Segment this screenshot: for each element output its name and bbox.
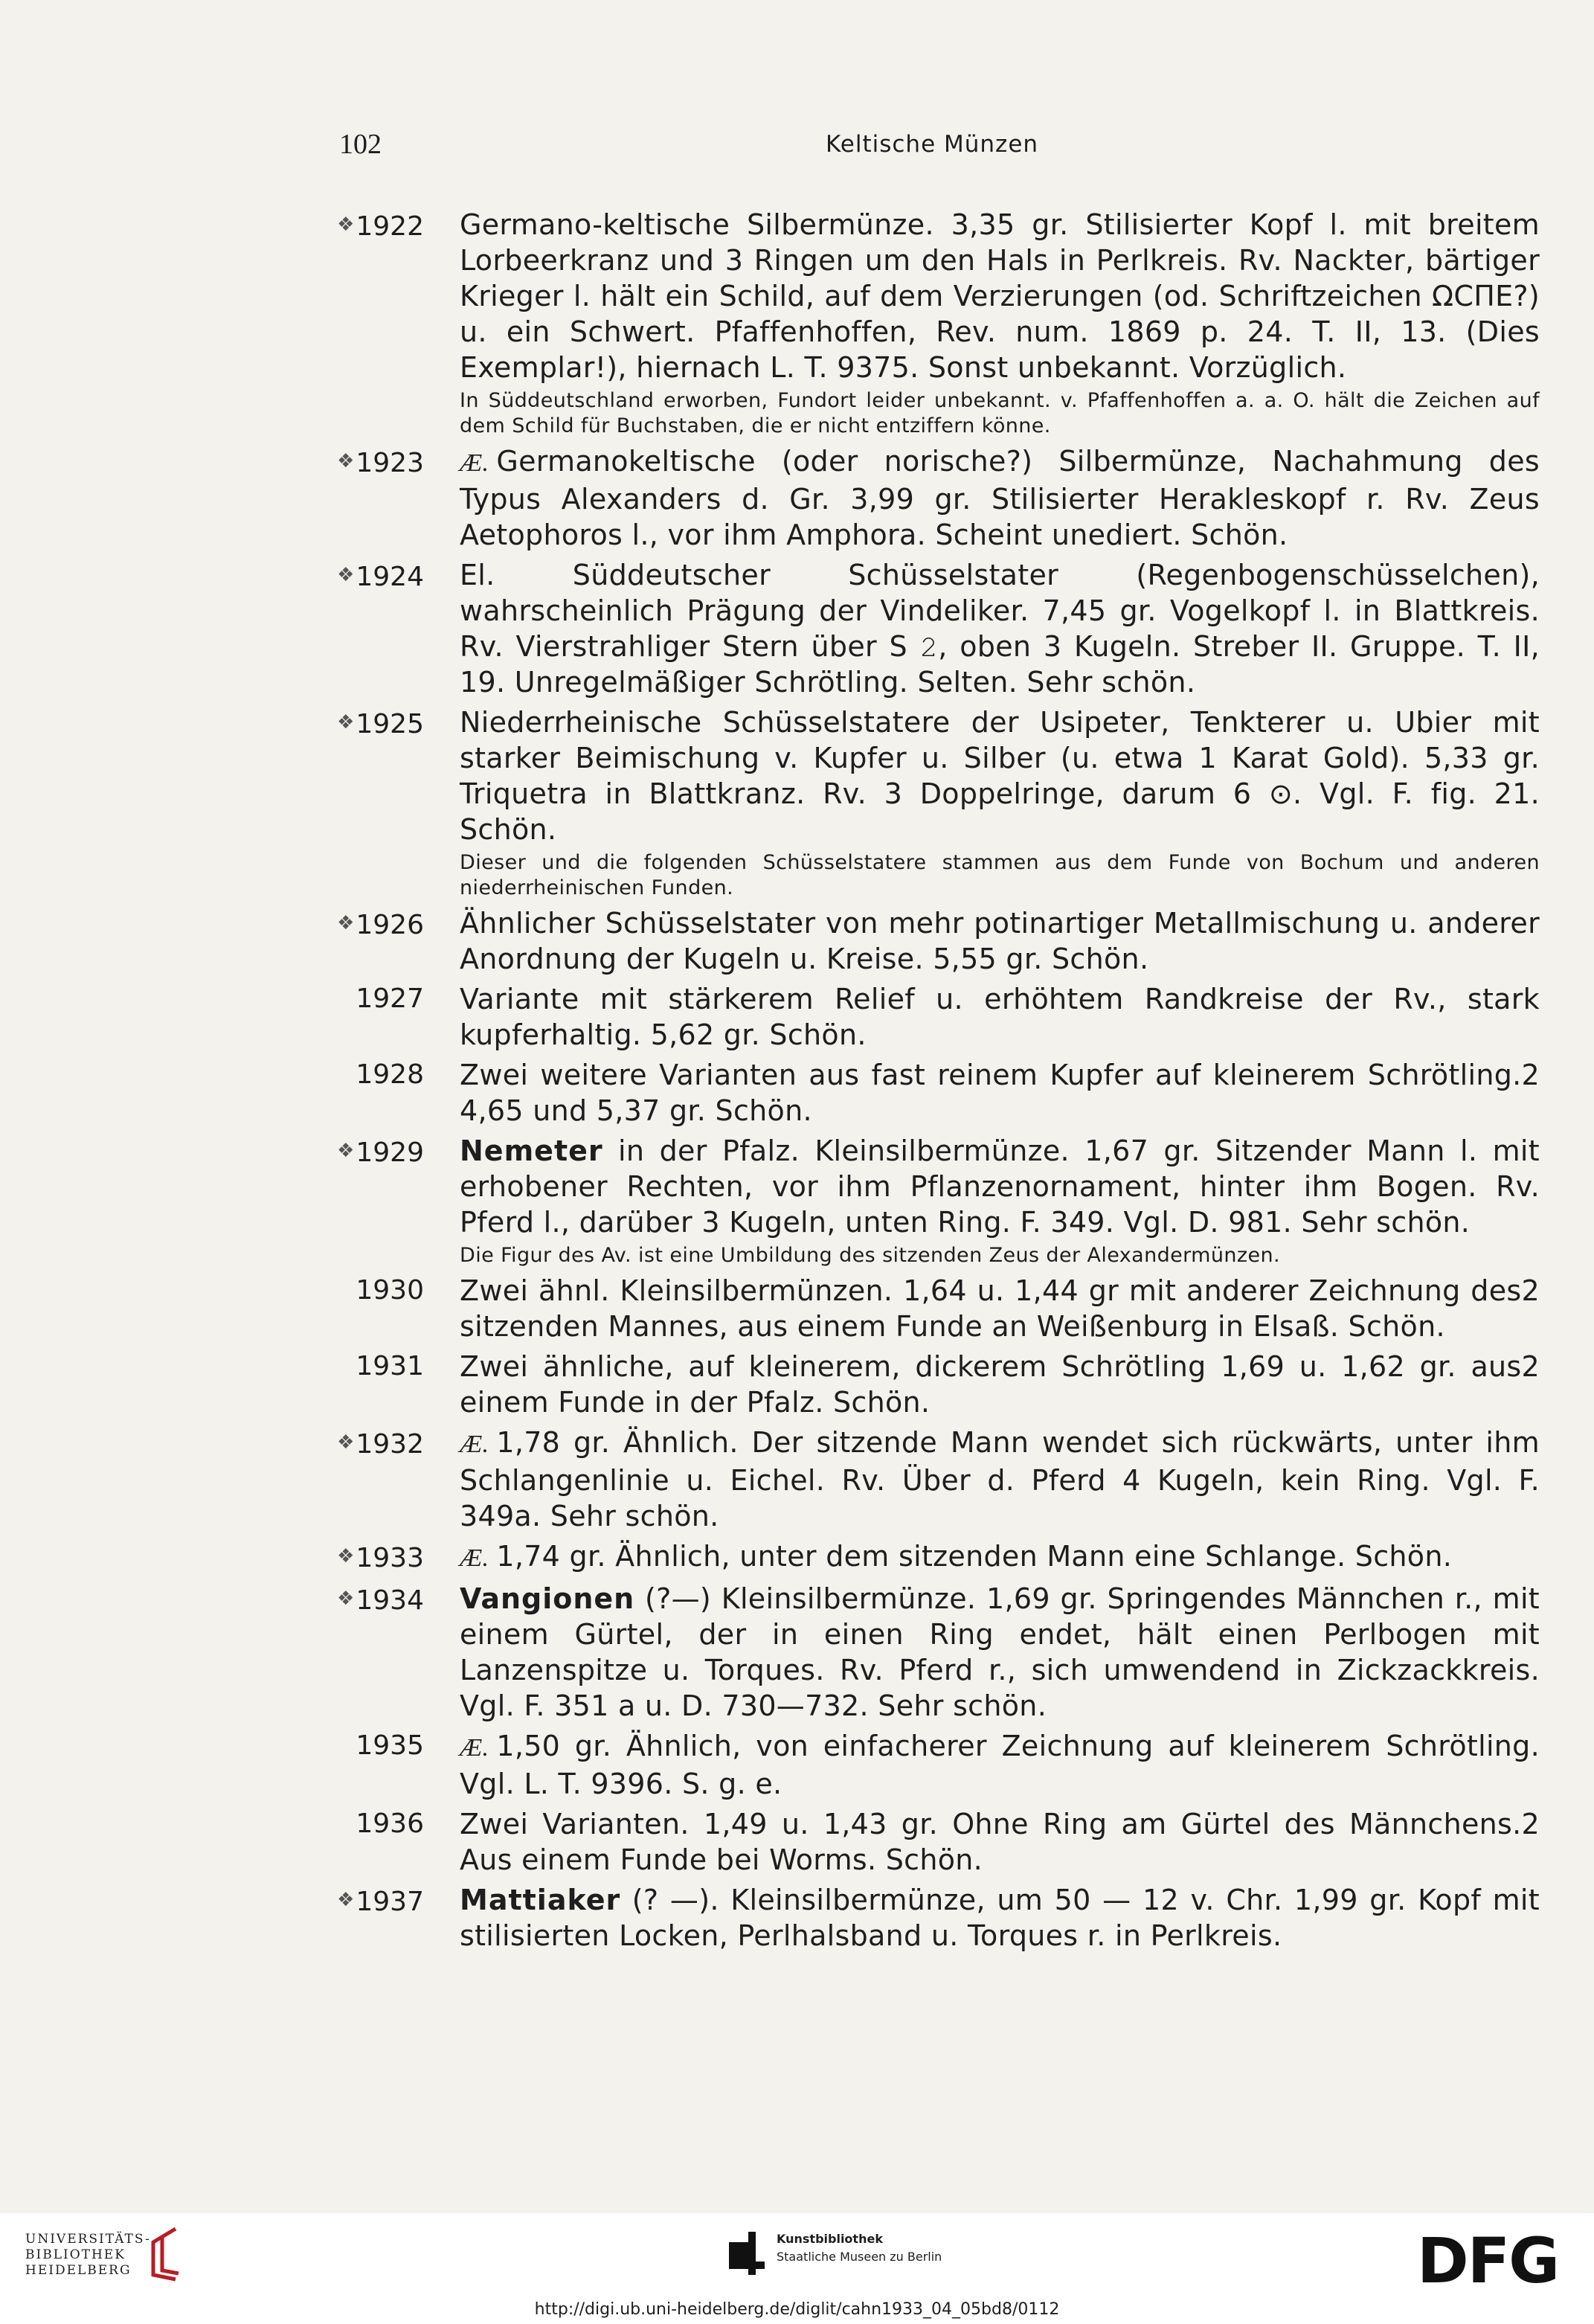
entry-description: Niederrheinische Schüsselstatere der Usipeter, Tenkterer u. Ubier mit starker Beimischung v. Kupfer u. Silber (u. etwa 1 Karat Gold). 5,33 gr. Triquetra in Blattkranz. Rv. 3 Doppelringe, darum 6 ⊙. Vgl. F. fig. 21. Schön. bbox=[460, 706, 1540, 846]
tribe-name: Vangionen bbox=[460, 1582, 635, 1615]
entry-number bbox=[327, 557, 424, 595]
catalogue-entry bbox=[327, 1133, 1540, 1268]
entry-text bbox=[460, 557, 1540, 700]
entry-text bbox=[460, 1349, 1540, 1420]
entry-number-text: 1933 bbox=[356, 1543, 424, 1573]
entry-number-text: 1923 bbox=[356, 448, 424, 478]
entry-description: (?—) Kleinsilbermünze. 1,69 gr. Springendes Männchen r., mit einem Gürtel, der in einen Ring endet, hält einen Perlbogen mit Lanzenspitze u. Torques. Rv. Pferd r., sich umwendend in Zickzackkreis. Vgl. F. 351 a u. D. 730—732. Sehr schön. bbox=[460, 1582, 1540, 1722]
entry-description: Zwei weitere Varianten aus fast reinem Kupfer auf kleinerem Schrötling. 4,65 und 5,37 gr. Schön. bbox=[460, 1059, 1522, 1127]
entry-number-text: 1930 bbox=[356, 1275, 424, 1306]
entry-note: In Süddeutschland erworben, Fundort leider unbekannt. v. Pfaffenhoffen a. a. O. hält die Zeichen auf dem Schild für Buchstaben, die er nicht entziffern könne. bbox=[460, 389, 1540, 437]
entry-text bbox=[460, 1057, 1540, 1129]
entry-text bbox=[460, 1425, 1540, 1534]
entry-note: Dieser und die folgenden Schüsselstatere stammen aus dem Funde von Bochum und anderen niederrheinischen Funden. bbox=[460, 851, 1540, 899]
item-count: 2 bbox=[1521, 1350, 1540, 1383]
catalogue-entry bbox=[327, 207, 1540, 439]
entry-number-text: 1934 bbox=[356, 1585, 424, 1616]
entry-number bbox=[327, 1133, 424, 1171]
entry-number-text: 1929 bbox=[356, 1137, 424, 1168]
ub-logo-line: UNIVERSITÄTS- bbox=[25, 2232, 151, 2247]
entry-number bbox=[327, 1538, 424, 1576]
item-count: 2 bbox=[1521, 1808, 1540, 1840]
entry-description: Zwei ähnliche, auf kleinerem, dickerem Schrötling 1,69 u. 1,62 gr. aus einem Funde in der Pfalz. Schön. bbox=[460, 1350, 1522, 1419]
catalogue-entry bbox=[327, 1538, 1540, 1576]
entry-text bbox=[460, 207, 1540, 385]
item-count: 2 bbox=[1521, 1274, 1540, 1307]
catalogue-entry bbox=[327, 981, 1540, 1053]
asterism-icon: ❖ bbox=[337, 564, 355, 586]
catalogue-entry bbox=[327, 557, 1540, 700]
ub-heidelberg-logo[interactable] bbox=[25, 2232, 151, 2279]
entry-description: 1,78 gr. Ähnlich. Der sitzende Mann wendet sich rückwärts, unter ihm Schlangenlinie u. Eichel. Rv. Über d. Pferd 4 Kugeln, kein Ring. Vgl. F. 349a. Sehr schön. bbox=[460, 1426, 1540, 1532]
catalogue-entries bbox=[327, 207, 1540, 1958]
metal-mark: Æ. bbox=[460, 1734, 489, 1762]
entry-number-text: 1924 bbox=[356, 562, 424, 592]
running-head: Keltische Münzen bbox=[826, 131, 1039, 158]
entry-description: Ähnlicher Schüsselstater von mehr potinartiger Metallmischung u. anderer Anordnung der Kugeln u. Kreise. 5,55 gr. Schön. bbox=[460, 907, 1540, 975]
asterism-icon: ❖ bbox=[337, 214, 355, 236]
entry-text bbox=[460, 981, 1540, 1053]
entry-text bbox=[460, 1133, 1540, 1240]
metal-mark: Æ. bbox=[460, 1431, 489, 1458]
entry-description: (? —). Kleinsilbermünze, um 50 — 12 v. Chr. 1,99 gr. Kopf mit stilisierten Locken, Perlhalsband u. Torques r. in Perlkreis. bbox=[460, 1884, 1540, 1952]
asterism-icon: ❖ bbox=[337, 1588, 355, 1610]
page-url[interactable]: http://digi.ub.uni-heidelberg.de/diglit/cahn1933_04_05bd8/0112 bbox=[534, 2300, 1060, 2319]
entry-number bbox=[327, 1425, 424, 1463]
entry-number-text: 1925 bbox=[356, 709, 424, 739]
dfg-logo[interactable]: DFG bbox=[1417, 2224, 1559, 2297]
catalogue-entry bbox=[327, 1349, 1540, 1420]
entry-number bbox=[327, 1728, 424, 1764]
entry-number bbox=[327, 981, 424, 1017]
tribe-name: Mattiaker bbox=[460, 1884, 621, 1916]
ub-logo-line: HEIDELBERG bbox=[25, 2263, 132, 2278]
entry-text bbox=[460, 905, 1540, 977]
entry-description: Zwei ähnl. Kleinsilbermünzen. 1,64 u. 1,44 gr mit anderer Zeichnung des sitzenden Mannes, aus einem Funde an Weißenburg in Elsaß. Schön. bbox=[460, 1274, 1522, 1343]
entry-description: Variante mit stärkerem Relief u. erhöhtem Randkreise der Rv., stark kupferhaltig. 5,62 gr. Schön. bbox=[460, 983, 1540, 1051]
catalogue-entry bbox=[327, 443, 1540, 553]
entry-text bbox=[460, 704, 1540, 847]
entry-description: 1,74 gr. Ähnlich, unter dem sitzenden Mann eine Schlange. Schön. bbox=[496, 1540, 1453, 1573]
kunstbibliothek-title: Kunstbibliothek bbox=[777, 2232, 883, 2246]
asterism-icon: ❖ bbox=[337, 1545, 355, 1567]
asterism-icon: ❖ bbox=[337, 711, 355, 734]
entry-number bbox=[327, 1882, 424, 1920]
catalogue-entry bbox=[327, 1806, 1540, 1878]
asterism-icon: ❖ bbox=[337, 1889, 355, 1911]
entry-number bbox=[327, 1581, 424, 1619]
entry-description: Zwei Varianten. 1,49 u. 1,43 gr. Ohne Ring am Gürtel des Männchens. Aus einem Funde bei Worms. Schön. bbox=[460, 1808, 1522, 1876]
ub-logo-line: BIBLIOTHEK bbox=[25, 2247, 126, 2262]
entry-number bbox=[327, 1057, 424, 1093]
entry-description: in der Pfalz. Kleinsilbermünze. 1,67 gr. Sitzender Mann l. mit erhobener Rechten, vor ihm Pflanzenornament, hinter ihm Bogen. Rv. Pferd l., darüber 3 Kugeln, unten Ring. F. 349. Vgl. D. 981. Sehr schön. bbox=[460, 1134, 1540, 1239]
tribe-name: Nemeter bbox=[460, 1134, 603, 1167]
entry-number-text: 1928 bbox=[356, 1059, 424, 1090]
catalogue-entry bbox=[327, 1425, 1540, 1534]
item-count: 2 bbox=[1521, 1059, 1540, 1091]
kunstbibliothek-text bbox=[777, 2230, 942, 2266]
entry-number-text: 1937 bbox=[356, 1887, 424, 1917]
asterism-icon: ❖ bbox=[337, 1140, 355, 1162]
metal-mark: Æ. bbox=[460, 449, 489, 477]
entry-note: Die Figur des Av. ist eine Umbildung des sitzenden Zeus der Alexandermünzen. bbox=[460, 1244, 1280, 1267]
entry-description: Germanokeltische (oder norische?) Silbermünze, Nachahmung des Typus Alexanders d. Gr. 3,99 gr. Stilisierter Herakleskopf r. Rv. Zeus Aetophoros l., vor ihm Amphora. Scheint unediert. Schön. bbox=[460, 445, 1540, 551]
entry-number-text: 1935 bbox=[356, 1730, 424, 1761]
kunstbibliothek-logo-icon[interactable] bbox=[729, 2232, 765, 2275]
entry-number bbox=[327, 207, 424, 245]
asterism-icon: ❖ bbox=[337, 912, 355, 934]
catalogue-entry bbox=[327, 1882, 1540, 1954]
page-number: 102 bbox=[339, 129, 382, 160]
entry-number bbox=[327, 704, 424, 742]
entry-number bbox=[327, 443, 424, 481]
entry-number bbox=[327, 905, 424, 943]
entry-description: Germano-keltische Silbermünze. 3,35 gr. Stilisierter Kopf l. mit breitem Lorbeerkranz und 3 Ringen um den Hals in Perlkreis. Rv. Nackter, bärtiger Krieger l. hält ein Schild, auf dem Verzierungen (od. Schriftzeichen ΩCΠE?) u. ein Schwert. Pfaffenhoffen, Rev. num. 1869 p. 24. T. II, 13. (Dies Exemplar!), hiernach L. T. 9375. Sonst unbekannt. Vorzüglich. bbox=[460, 208, 1540, 384]
catalogue-entry bbox=[327, 905, 1540, 977]
entry-number-text: 1922 bbox=[356, 211, 424, 242]
entry-text bbox=[460, 1581, 1540, 1724]
entry-text bbox=[460, 1538, 1540, 1576]
entry-number-text: 1926 bbox=[356, 910, 424, 940]
entry-text bbox=[460, 1882, 1540, 1954]
ub-heidelberg-mark-icon bbox=[146, 2224, 184, 2284]
entry-description: 1,50 gr. Ähnlich, von einfacherer Zeichnung auf kleinerem Schrötling. Vgl. L. T. 9396. S. g. e. bbox=[460, 1730, 1540, 1800]
kunstbibliothek-subtitle: Staatliche Museen zu Berlin bbox=[777, 2250, 942, 2264]
entry-description: El. Süddeutscher Schüsselstater (Regenbogenschüsselchen), wahrscheinlich Prägung der Vindeliker. 7,45 gr. Vogelkopf l. in Blattkreis. Rv. Vierstrahliger Stern über S 𝟸, oben 3 Kugeln. Streber II. Gruppe. T. II, 19. Unregelmäßiger Schrötling. Selten. Sehr schön. bbox=[460, 559, 1540, 699]
metal-mark: Æ. bbox=[460, 1544, 489, 1572]
catalogue-entry bbox=[327, 1273, 1540, 1344]
entry-text bbox=[460, 1806, 1540, 1878]
catalogue-entry bbox=[327, 704, 1540, 901]
asterism-icon: ❖ bbox=[337, 1431, 355, 1454]
entry-text bbox=[460, 1728, 1540, 1802]
entry-text bbox=[460, 1273, 1540, 1344]
entry-number bbox=[327, 1273, 424, 1309]
entry-number bbox=[327, 1349, 424, 1384]
entry-number bbox=[327, 1806, 424, 1842]
catalogue-entry bbox=[327, 1057, 1540, 1129]
asterism-icon: ❖ bbox=[337, 450, 355, 472]
entry-number-text: 1927 bbox=[356, 983, 424, 1014]
entry-number-text: 1936 bbox=[356, 1808, 424, 1839]
entry-text bbox=[460, 443, 1540, 553]
catalogue-entry bbox=[327, 1728, 1540, 1802]
entry-number-text: 1931 bbox=[356, 1351, 424, 1381]
entry-number-text: 1932 bbox=[356, 1429, 424, 1460]
catalogue-entry bbox=[327, 1581, 1540, 1724]
